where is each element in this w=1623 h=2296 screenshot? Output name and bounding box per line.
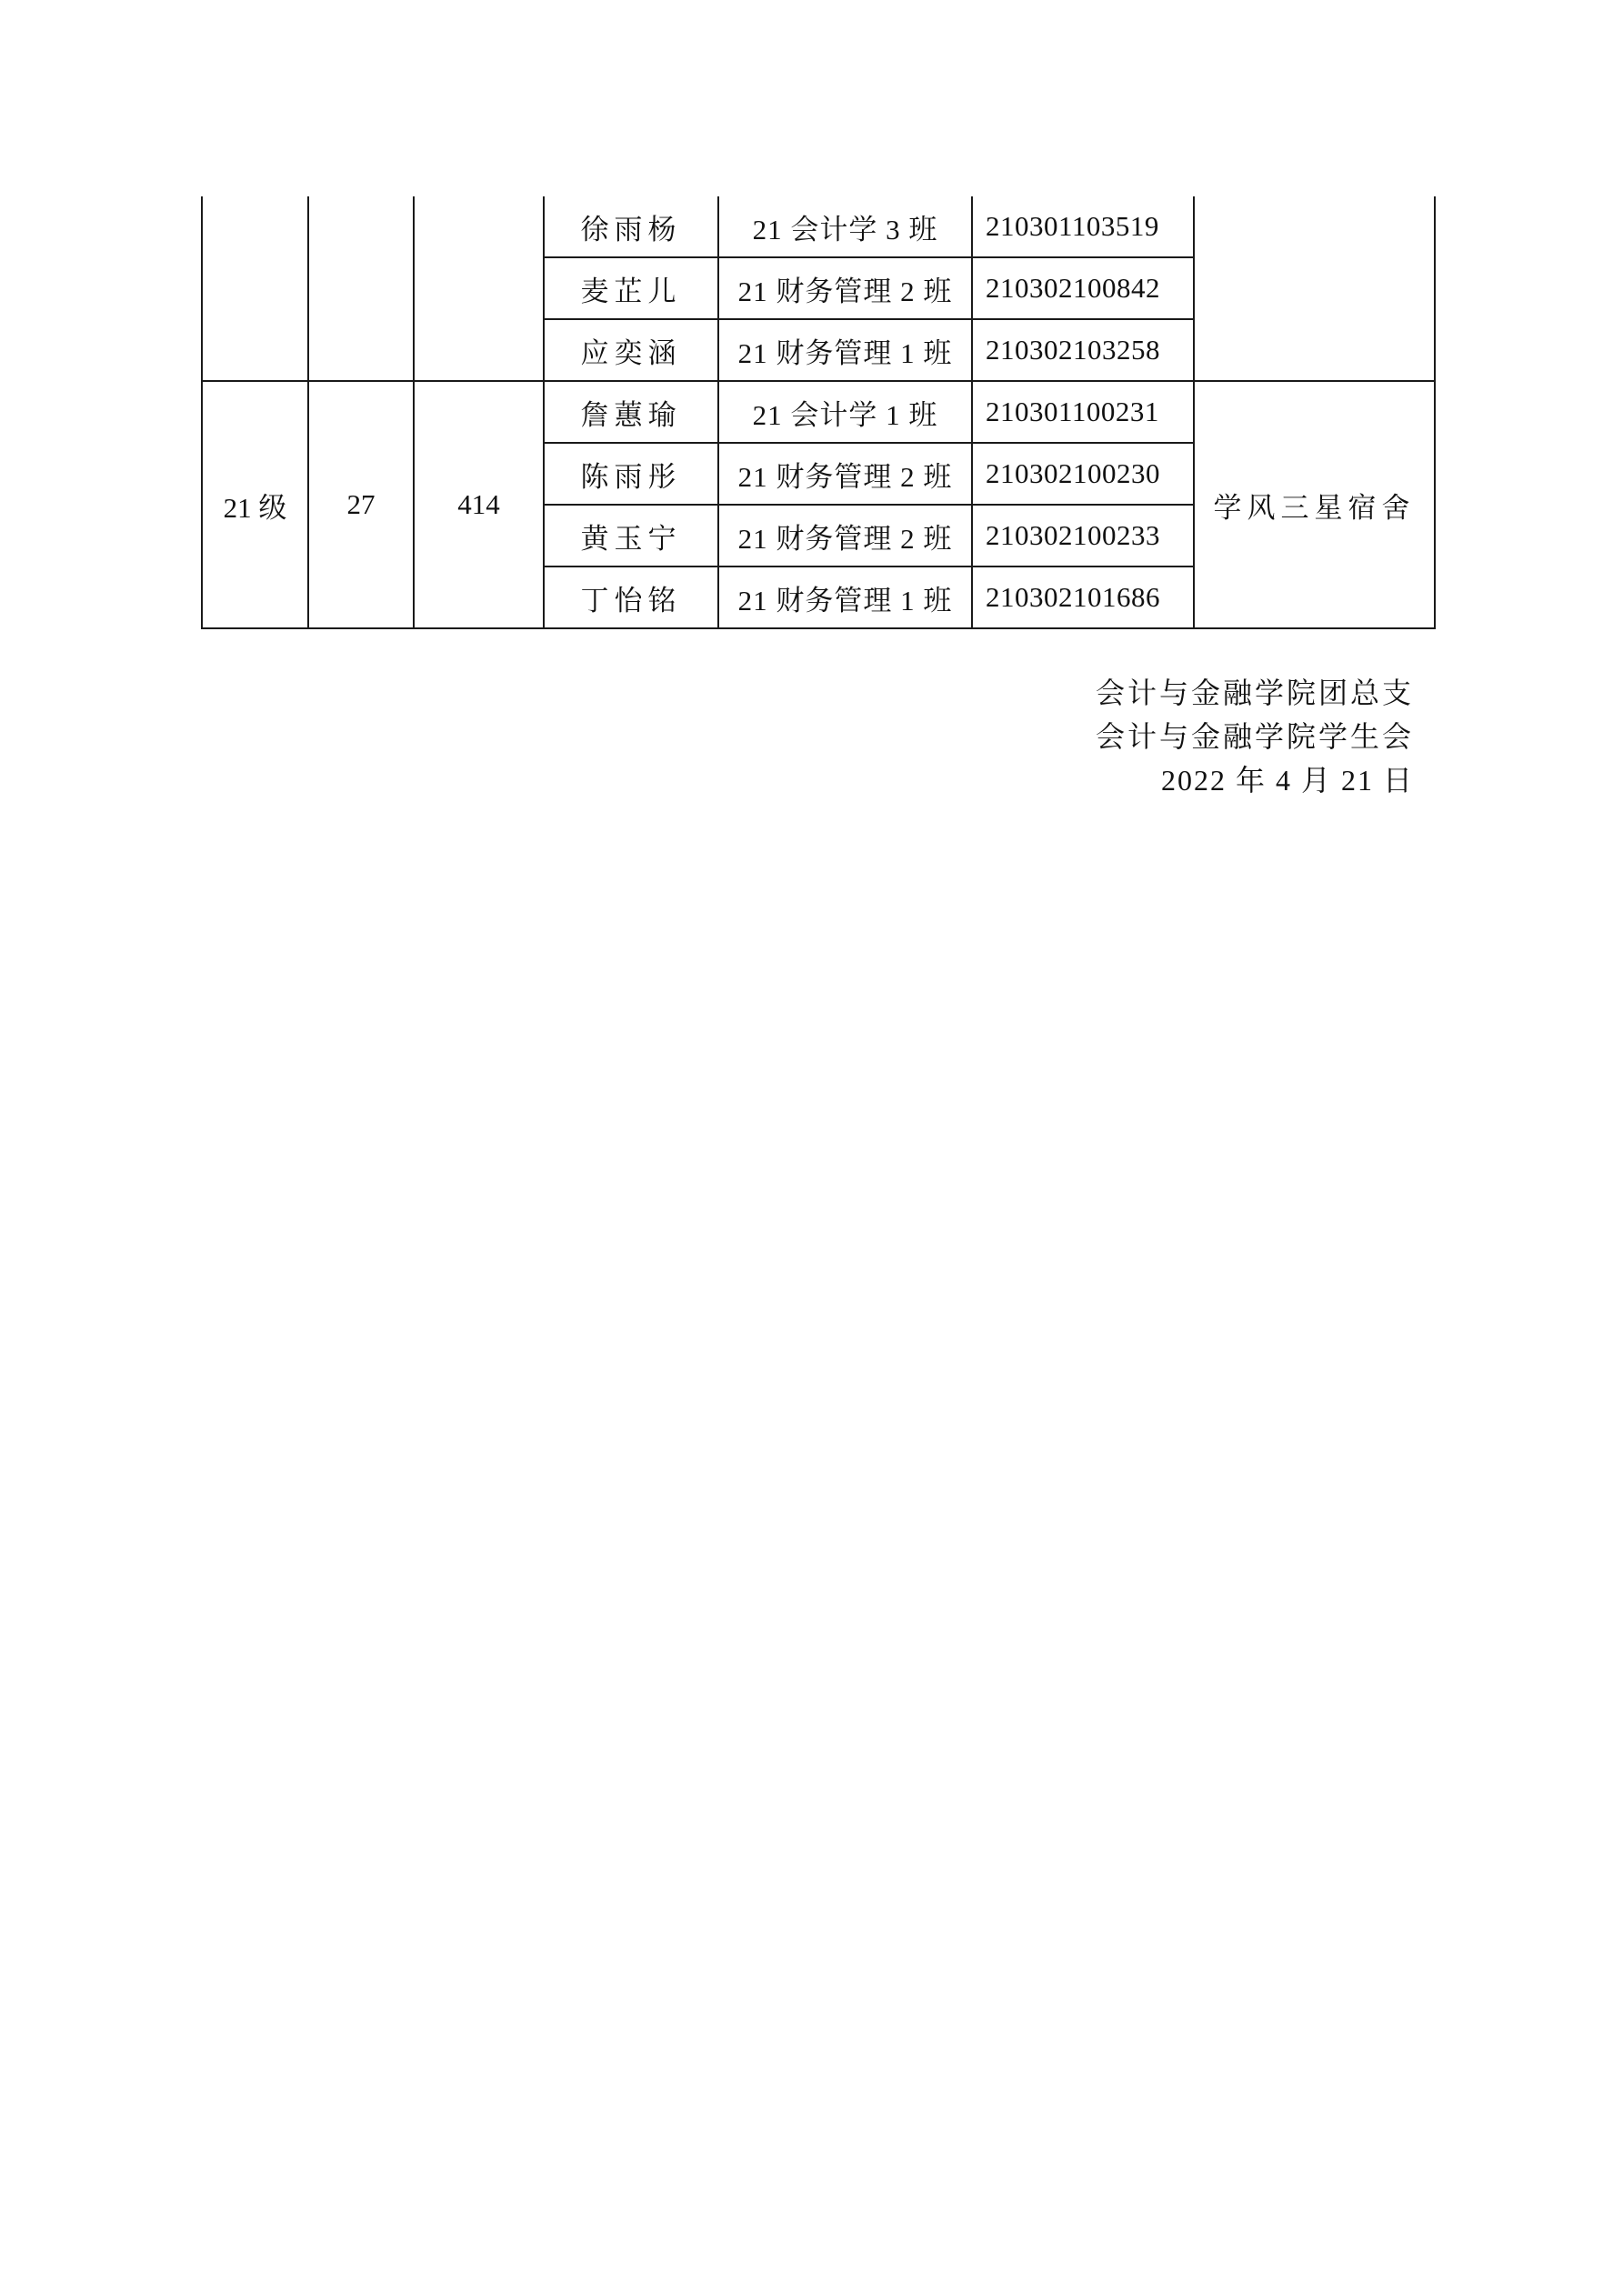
room-cell: [414, 196, 544, 381]
student-name: 麦芷儿: [544, 257, 718, 319]
award-cell: 学风三星宿舍: [1194, 381, 1435, 628]
student-name: 黄玉宁: [544, 505, 718, 566]
grade-cell: [202, 196, 308, 381]
count-cell: 27: [308, 381, 414, 628]
student-name: 丁怡铭: [544, 566, 718, 628]
student-name: 詹蕙瑜: [544, 381, 718, 443]
room-cell: 414: [414, 381, 544, 628]
student-id: 210302100230: [972, 443, 1194, 505]
student-class: 21 会计学 3 班: [718, 196, 972, 257]
student-id: 210302100233: [972, 505, 1194, 566]
student-name: 陈雨彤: [544, 443, 718, 505]
student-name: 应奕涵: [544, 319, 718, 381]
grade-cell: 21 级: [202, 381, 308, 628]
student-name: 徐雨杨: [544, 196, 718, 257]
student-id: 210301103519: [972, 196, 1194, 257]
student-class: 21 会计学 1 班: [718, 381, 972, 443]
table-row: [202, 381, 1435, 443]
student-class: 21 财务管理 2 班: [718, 257, 972, 319]
student-id: 210302103258: [972, 319, 1194, 381]
issuer-student-union: 会计与金融学院学生会: [1095, 720, 1414, 753]
signature-block: [1096, 671, 1414, 802]
student-class: 21 财务管理 1 班: [718, 566, 972, 628]
dormitory-award-table: [201, 196, 1436, 629]
table-row: [202, 196, 1435, 257]
issuer-league-branch: 会计与金融学院团总支: [1095, 677, 1414, 709]
issue-date: 2022 年 4 月 21 日: [1160, 764, 1414, 797]
student-class: 21 财务管理 1 班: [718, 319, 972, 381]
student-class: 21 财务管理 2 班: [718, 505, 972, 566]
student-class: 21 财务管理 2 班: [718, 443, 972, 505]
student-id: 210302100842: [972, 257, 1194, 319]
count-cell: [308, 196, 414, 381]
award-cell: [1194, 196, 1435, 381]
student-id: 210301100231: [972, 381, 1194, 443]
student-id: 210302101686: [972, 566, 1194, 628]
